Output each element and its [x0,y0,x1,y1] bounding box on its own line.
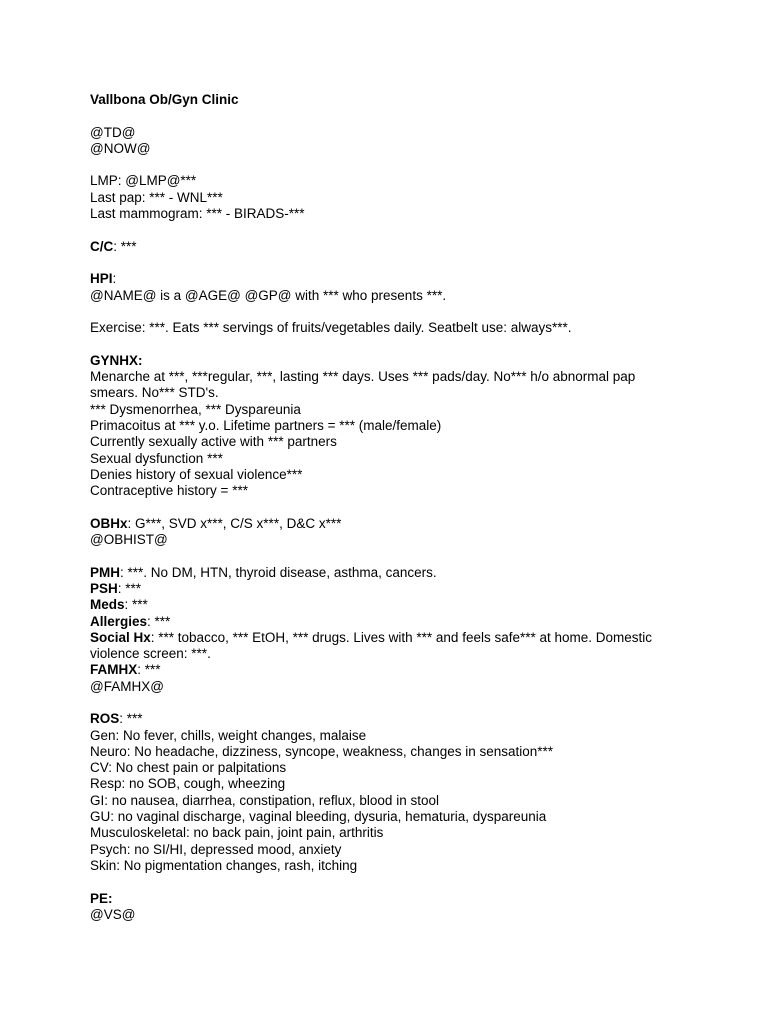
social-hx-line: Social Hx: *** tobacco, *** EtOH, *** drugs. Lives with *** and feels safe*** at home. Domestic violence screen: ***. [90,629,653,662]
gynhx-line: Menarche at ***, ***regular, ***, lasting *** days. Uses *** pads/day. No*** h/o abnormal pap smears. No*** STD's. [90,369,636,401]
meds-line: Meds: *** [90,597,148,613]
famhx-line: FAMHX: *** [90,662,161,678]
ros-item: GI: no nausea, diarrhea, constipation, reflux, blood in stool [90,792,439,808]
ros-item: Musculoskeletal: no back pain, joint pain, arthritis [90,825,384,841]
hpi-label: HPI [90,271,113,287]
exercise-line: Exercise: ***. Eats *** servings of fruits/vegetables daily. Seatbelt use: always***. [90,320,572,336]
famhx-placeholder: @FAMHX@ [90,678,164,694]
gynhx-line: Contraceptive history = *** [90,483,248,499]
now-placeholder: @NOW@ [90,140,151,156]
ros-item: Gen: No fever, chills, weight changes, malaise [90,727,367,743]
chief-complaint [90,239,690,255]
obhist-placeholder: @OBHIST@ [90,532,168,548]
ros-heading: ROS: *** [90,711,143,727]
ros-item: CV: No chest pain or palpitations [90,760,287,776]
gynhx-line: Sexual dysfunction *** [90,450,223,466]
ros-item: Skin: No pigmentation changes, rash, itching [90,857,358,873]
lmp-line: LMP: @LMP@*** [90,173,197,189]
clinic-note [90,92,690,923]
cc-label: C/C [90,238,114,254]
hpi-heading: HPI: [90,271,117,287]
vs-placeholder: @VS@ [90,906,136,922]
td-placeholder: @TD@ [90,124,136,140]
last-mammogram-line: Last mammogram: *** - BIRADS-*** [90,206,305,222]
gynhx-line: Currently sexually active with *** partners [90,434,337,450]
ros-item: GU: no vaginal discharge, vaginal bleeding, dysuria, hematuria, dyspareunia [90,809,547,825]
last-pap-line: Last pap: *** - WNL*** [90,189,223,205]
ros-item: Resp: no SOB, cough, wheezing [90,776,286,792]
ros-item: Neuro: No headache, dizziness, syncope, weakness, changes in sensation*** [90,743,554,759]
hpi-text: @NAME@ is a @AGE@ @GP@ with *** who presents ***. [90,287,447,303]
cc-text: : *** [113,238,137,254]
gynhx-line: *** Dysmenorrhea, *** Dyspareunia [90,401,301,417]
gynhx-line: Primacoitus at *** y.o. Lifetime partners = *** (male/female) [90,417,442,433]
allergies-line: Allergies: *** [90,613,171,629]
gynhx-line: Denies history of sexual violence*** [90,466,303,482]
psh-line: PSH: *** [90,580,142,596]
obhx-line: OBHx: G***, SVD x***, C/S x***, D&C x*** [90,515,342,531]
pe-heading: PE: [90,890,113,906]
ros-item: Psych: no SI/HI, depressed mood, anxiety [90,841,342,857]
gynhx-heading: GYNHX: [90,352,143,368]
clinic-title: Vallbona Ob/Gyn Clinic [90,92,239,107]
pmh-line: PMH: ***. No DM, HTN, thyroid disease, asthma, cancers. [90,564,437,580]
